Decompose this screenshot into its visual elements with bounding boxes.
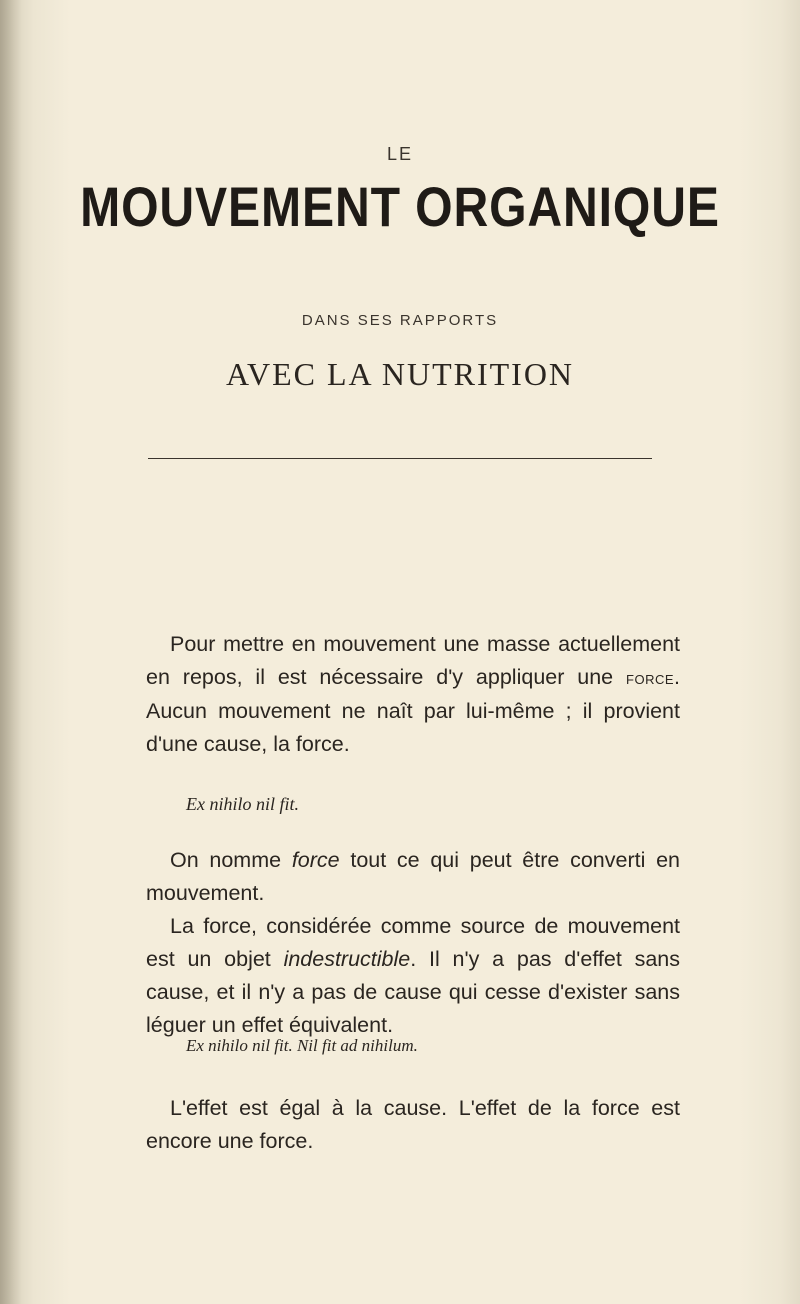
main-title: MOUVEMENT ORGANIQUE <box>80 175 720 238</box>
subtitle-small: DANS SES RAPPORTS <box>301 312 499 329</box>
paragraph-1-text-a: Pour mettre en mouvement une masse actuellement en repos, il est nécessaire d'y appliquer une <box>146 632 680 689</box>
paragraph-3-text-a: La force, considérée comme source de mouvement est un objet <box>146 914 680 971</box>
paragraph-2-text-b: tout ce qui peut être converti en mouvement. <box>146 848 680 905</box>
paragraph-2 <box>146 844 680 910</box>
paragraph-1-smallcaps: force <box>626 668 675 689</box>
title-article: LE <box>386 144 414 164</box>
paragraph-1 <box>146 628 680 761</box>
motto-2: Ex nihilo nil fit. Nil fit ad nihilum. <box>186 1036 418 1055</box>
subtitle-large: AVEC LA NUTRITION <box>225 356 575 392</box>
paragraph-3 <box>146 910 680 1042</box>
title-divider <box>148 458 652 459</box>
motto-1: Ex nihilo nil fit. <box>186 794 299 814</box>
paragraph-3-italic: indestructible <box>283 947 411 971</box>
paragraph-2-italic: force <box>291 848 340 872</box>
paragraph-1-text-b: . Aucun mouvement ne naît par lui-même ; il provient d'une cause, la force. <box>146 665 680 756</box>
paragraph-2-text-a: On nomme <box>170 848 292 872</box>
spine-shadow <box>0 0 22 1304</box>
paragraph-4: L'effet est égal à la cause. L'effet de la force est encore une force. <box>146 1096 680 1153</box>
paragraph-3-text-b: . Il n'y a pas d'effet sans cause, et il n'y a pas de cause qui cesse d'exister sans léguer un effet équivalent. <box>146 947 681 1037</box>
